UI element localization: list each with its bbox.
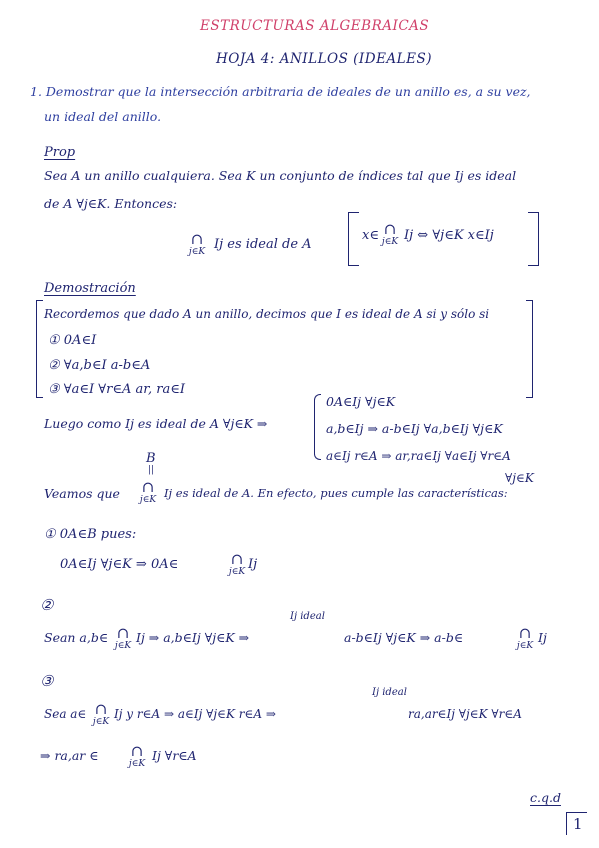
box-lhs: x∈ — [362, 228, 379, 243]
b-label: B — [146, 451, 156, 466]
c3-intersection-index: j∈K — [92, 717, 110, 727]
c1-body-right: Ij — [248, 557, 258, 572]
c2-mid: Ij ⇒ a,b∈Ij ∀j∈K ⇒ — [136, 630, 250, 645]
then-line-3b: ∀j∈K — [505, 471, 534, 485]
c2-note: Ij ideal — [290, 611, 325, 622]
proof-heading: Demostración — [44, 281, 136, 296]
prop-intersection — [182, 232, 212, 257]
condition-2: ② ∀a,b∈I a-b∈A — [48, 358, 151, 373]
cqd: c.q.d — [530, 790, 561, 805]
c3-right: ra,ar∈Ij ∀j∈K ∀r∈A — [408, 707, 522, 721]
c2-end: Ij — [538, 630, 547, 645]
c2-left: Sean a,b∈ — [44, 630, 109, 645]
exercise-line-1: 1. Demostrar que la intersección arbitraria de ideales de un anillo es, a su vez, — [30, 84, 531, 99]
prop-line-2: de A ∀j∈K. Entonces: — [44, 196, 178, 211]
prop-line-1: Sea A un anillo cualquiera. Sea K un conjunto de índices tal que Ij es ideal — [44, 168, 517, 183]
c3-left: Sea a∈ — [44, 707, 87, 721]
box-intersection — [378, 222, 402, 247]
then-line-2: a,b∈Ij ⇒ a-b∈Ij ∀a,b∈Ij ∀j∈K — [326, 421, 503, 436]
veamos-right: Ij es ideal de A. En efecto, pues cumple las características: — [164, 486, 508, 500]
veamos-intersection-index: j∈K — [139, 495, 157, 505]
c2-right: a-b∈Ij ∀j∈K ⇒ a-b∈ — [344, 630, 464, 645]
sheet-title: HOJA 4: ANILLOS (IDEALES) — [216, 51, 433, 67]
c2-intersection-2-index: j∈K — [516, 641, 534, 651]
then-line-3: a∈Ij r∈A ⇒ ar,ra∈Ij ∀a∈Ij ∀r∈A — [326, 449, 511, 463]
veamos-intersection-symbol: ∩ — [141, 478, 155, 496]
recall-text: Recordemos que dado A un anillo, decimos que I es ideal de A si y sólo si — [44, 307, 490, 321]
c1-body-left: 0A∈Ij ∀j∈K ⇒ 0A∈ — [60, 557, 179, 572]
page-number: 1 — [573, 815, 583, 833]
page-number-box — [566, 812, 587, 835]
veamos-left: Veamos que — [44, 486, 120, 501]
box-right-bracket — [528, 212, 539, 266]
c3-intersection-symbol: ∩ — [94, 700, 108, 718]
c1-intersection — [226, 552, 248, 577]
c2-intersection-2-symbol: ∩ — [518, 624, 532, 642]
veamos-intersection — [134, 480, 162, 505]
c3-last-intersection — [124, 744, 150, 769]
c3-last-intersection-symbol: ∩ — [130, 742, 144, 760]
c1-heading: ① 0A∈B pues: — [44, 527, 137, 542]
c1-intersection-symbol: ∩ — [230, 550, 244, 568]
condition-3: ③ ∀a∈I ∀r∈A ar, ra∈I — [48, 382, 186, 397]
intersection-index: j∈K — [188, 247, 206, 257]
c3-note: Ij ideal — [372, 687, 407, 698]
recall-right-bracket — [526, 300, 533, 398]
c2-intersection-2 — [512, 626, 538, 651]
then-line-1: 0A∈Ij ∀j∈K — [326, 394, 396, 409]
box-rhs: Ij ⇔ ∀j∈K x∈Ij — [404, 228, 494, 243]
c2-intersection — [110, 626, 136, 651]
condition-1: ① 0A∈I — [48, 333, 97, 348]
c2-intersection-symbol: ∩ — [116, 624, 130, 642]
box-left-bracket — [348, 212, 359, 266]
then-left: Luego como Ij es ideal de A ∀j∈K ⇒ — [44, 416, 268, 431]
recall-left-bracket — [36, 300, 43, 398]
c2-intersection-index: j∈K — [114, 641, 132, 651]
prop-statement: Ij es ideal de A — [214, 237, 312, 252]
c2-number: ② — [40, 596, 54, 614]
box-intersection-index: j∈K — [381, 237, 399, 247]
then-brace — [314, 394, 321, 460]
c3-last-left: ⇒ ra,ar ∈ — [40, 748, 99, 763]
intersection-symbol: ∩ — [190, 230, 204, 248]
c3-intersection — [88, 702, 114, 727]
c3-mid: Ij y r∈A ⇒ a∈Ij ∀j∈K r∈A ⇒ — [114, 707, 276, 721]
prop-heading: Prop — [44, 145, 76, 160]
c3-number: ③ — [40, 672, 54, 690]
exercise-line-2: un ideal del anillo. — [44, 109, 162, 124]
c1-intersection-index: j∈K — [228, 567, 246, 577]
b-equal-mark: || — [148, 465, 155, 475]
box-intersection-symbol: ∩ — [383, 220, 397, 238]
c3-last-intersection-index: j∈K — [128, 759, 146, 769]
course-title: ESTRUCTURAS ALGEBRAICAS — [200, 18, 430, 34]
c3-last-right: Ij ∀r∈A — [152, 748, 197, 763]
